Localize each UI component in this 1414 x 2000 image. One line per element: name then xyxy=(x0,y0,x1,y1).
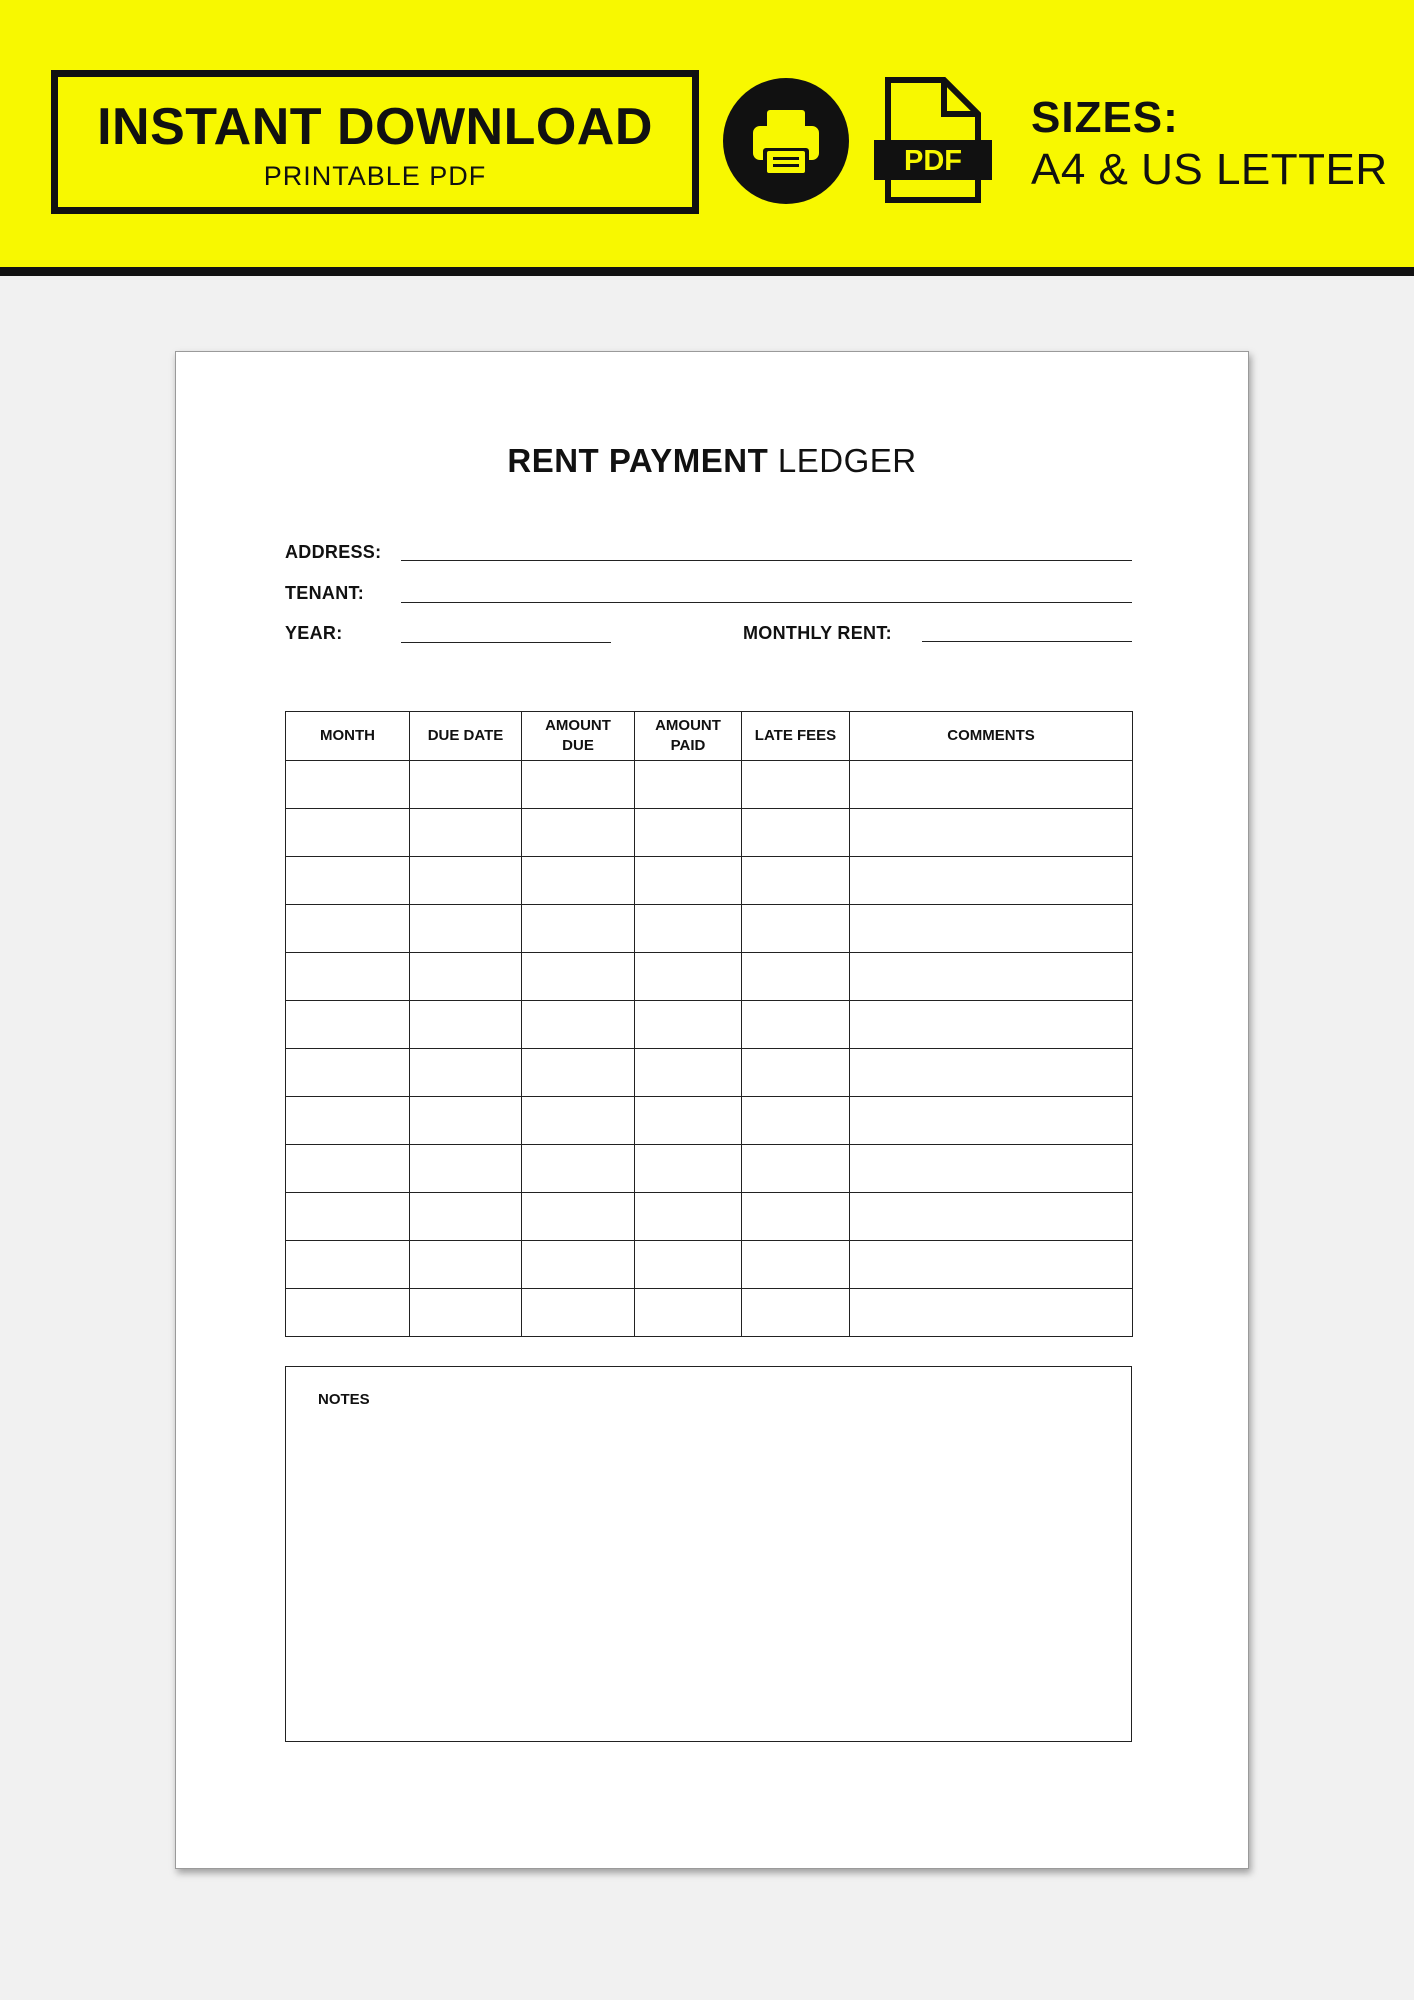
cell-due-date[interactable] xyxy=(410,1097,522,1145)
table-row xyxy=(286,1193,1133,1241)
monthly-rent-field[interactable] xyxy=(922,641,1132,642)
cell-comments[interactable] xyxy=(850,953,1133,1001)
cell-amount-paid[interactable] xyxy=(635,953,742,1001)
cell-month[interactable] xyxy=(286,905,410,953)
address-field[interactable] xyxy=(401,560,1132,561)
year-label: YEAR: xyxy=(285,623,343,643)
notes-label: NOTES xyxy=(318,1391,370,1408)
cell-comments[interactable] xyxy=(850,1193,1133,1241)
cell-comments[interactable] xyxy=(850,761,1133,809)
cell-amount-due[interactable] xyxy=(522,1097,635,1145)
cell-month[interactable] xyxy=(286,1097,410,1145)
cell-late-fees[interactable] xyxy=(742,1097,850,1145)
cell-comments[interactable] xyxy=(850,857,1133,905)
cell-late-fees[interactable] xyxy=(742,1145,850,1193)
cell-month[interactable] xyxy=(286,1289,410,1337)
cell-comments[interactable] xyxy=(850,1289,1133,1337)
cell-month[interactable] xyxy=(286,1145,410,1193)
cell-month[interactable] xyxy=(286,1001,410,1049)
cell-comments[interactable] xyxy=(850,809,1133,857)
cell-amount-paid[interactable] xyxy=(635,1145,742,1193)
cell-late-fees[interactable] xyxy=(742,953,850,1001)
cell-month[interactable] xyxy=(286,857,410,905)
cell-amount-due[interactable] xyxy=(522,761,635,809)
cell-due-date[interactable] xyxy=(410,857,522,905)
cell-amount-paid[interactable] xyxy=(635,857,742,905)
pdf-file-icon xyxy=(872,76,994,209)
cell-due-date[interactable] xyxy=(410,809,522,857)
cell-late-fees[interactable] xyxy=(742,761,850,809)
cell-amount-paid[interactable] xyxy=(635,1049,742,1097)
cell-comments[interactable] xyxy=(850,1049,1133,1097)
table-row xyxy=(286,809,1133,857)
cell-amount-paid[interactable] xyxy=(635,1193,742,1241)
cell-amount-paid[interactable] xyxy=(635,1001,742,1049)
cell-due-date[interactable] xyxy=(410,1241,522,1289)
table-row xyxy=(286,1097,1133,1145)
cell-comments[interactable] xyxy=(850,1241,1133,1289)
cell-comments[interactable] xyxy=(850,1145,1133,1193)
ledger-table xyxy=(285,711,1133,1337)
cell-month[interactable] xyxy=(286,1241,410,1289)
col-amount-due-header: AMOUNT DUE xyxy=(522,712,635,761)
cell-amount-due[interactable] xyxy=(522,1241,635,1289)
cell-amount-due[interactable] xyxy=(522,809,635,857)
cell-comments[interactable] xyxy=(850,905,1133,953)
cell-month[interactable] xyxy=(286,809,410,857)
cell-amount-paid[interactable] xyxy=(635,1241,742,1289)
cell-amount-paid[interactable] xyxy=(635,1289,742,1337)
title-bold: RENT PAYMENT xyxy=(507,442,769,479)
cell-amount-due[interactable] xyxy=(522,1145,635,1193)
promo-banner xyxy=(0,0,1414,276)
ledger-page xyxy=(175,351,1249,1869)
cell-late-fees[interactable] xyxy=(742,1049,850,1097)
cell-amount-paid[interactable] xyxy=(635,809,742,857)
cell-due-date[interactable] xyxy=(410,953,522,1001)
cell-amount-paid[interactable] xyxy=(635,761,742,809)
sizes-value: A4 & US LETTER xyxy=(1031,145,1388,194)
cell-late-fees[interactable] xyxy=(742,1193,850,1241)
printer-icon xyxy=(723,78,849,204)
tenant-field[interactable] xyxy=(401,602,1132,603)
monthly-rent-label: MONTHLY RENT: xyxy=(743,623,892,643)
instant-download-title: INSTANT DOWNLOAD xyxy=(97,98,653,156)
col-month-header: MONTH xyxy=(286,712,410,761)
page-title xyxy=(176,442,1248,480)
cell-late-fees[interactable] xyxy=(742,1241,850,1289)
cell-month[interactable] xyxy=(286,953,410,1001)
cell-due-date[interactable] xyxy=(410,761,522,809)
sizes-label: SIZES: xyxy=(1031,93,1179,142)
cell-due-date[interactable] xyxy=(410,1193,522,1241)
cell-amount-due[interactable] xyxy=(522,857,635,905)
cell-comments[interactable] xyxy=(850,1097,1133,1145)
col-amount-paid-header: AMOUNT PAID xyxy=(635,712,742,761)
instant-download-box xyxy=(51,70,699,214)
table-row xyxy=(286,1289,1133,1337)
address-label: ADDRESS: xyxy=(285,542,382,562)
table-row xyxy=(286,1145,1133,1193)
cell-amount-due[interactable] xyxy=(522,1289,635,1337)
cell-late-fees[interactable] xyxy=(742,1289,850,1337)
cell-amount-paid[interactable] xyxy=(635,905,742,953)
notes-box[interactable] xyxy=(285,1366,1132,1742)
cell-late-fees[interactable] xyxy=(742,857,850,905)
table-row xyxy=(286,1241,1133,1289)
col-comments-header: COMMENTS xyxy=(850,712,1133,761)
table-row xyxy=(286,1049,1133,1097)
table-row xyxy=(286,905,1133,953)
tenant-label: TENANT: xyxy=(285,583,365,603)
cell-late-fees[interactable] xyxy=(742,809,850,857)
col-due-date-header: DUE DATE xyxy=(410,712,522,761)
printable-pdf-subtitle: PRINTABLE PDF xyxy=(263,161,487,191)
sizes-info xyxy=(1031,92,1388,196)
cell-due-date[interactable] xyxy=(410,1049,522,1097)
cell-due-date[interactable] xyxy=(410,905,522,953)
col-late-fees-header: LATE FEES xyxy=(742,712,850,761)
cell-late-fees[interactable] xyxy=(742,905,850,953)
cell-due-date[interactable] xyxy=(410,1001,522,1049)
cell-amount-due[interactable] xyxy=(522,1049,635,1097)
table-row xyxy=(286,857,1133,905)
cell-amount-due[interactable] xyxy=(522,905,635,953)
cell-late-fees[interactable] xyxy=(742,1001,850,1049)
table-header-row xyxy=(286,712,1133,761)
cell-month[interactable] xyxy=(286,1193,410,1241)
cell-month[interactable] xyxy=(286,761,410,809)
cell-comments[interactable] xyxy=(850,1001,1133,1049)
pdf-badge-text: PDF xyxy=(904,145,962,177)
cell-amount-due[interactable] xyxy=(522,1193,635,1241)
cell-due-date[interactable] xyxy=(410,1145,522,1193)
cell-amount-due[interactable] xyxy=(522,1001,635,1049)
table-row xyxy=(286,761,1133,809)
cell-amount-paid[interactable] xyxy=(635,1097,742,1145)
table-row xyxy=(286,1001,1133,1049)
title-regular: LEDGER xyxy=(777,442,917,479)
cell-amount-due[interactable] xyxy=(522,953,635,1001)
year-field[interactable] xyxy=(401,642,611,643)
cell-month[interactable] xyxy=(286,1049,410,1097)
cell-due-date[interactable] xyxy=(410,1289,522,1337)
table-row xyxy=(286,953,1133,1001)
